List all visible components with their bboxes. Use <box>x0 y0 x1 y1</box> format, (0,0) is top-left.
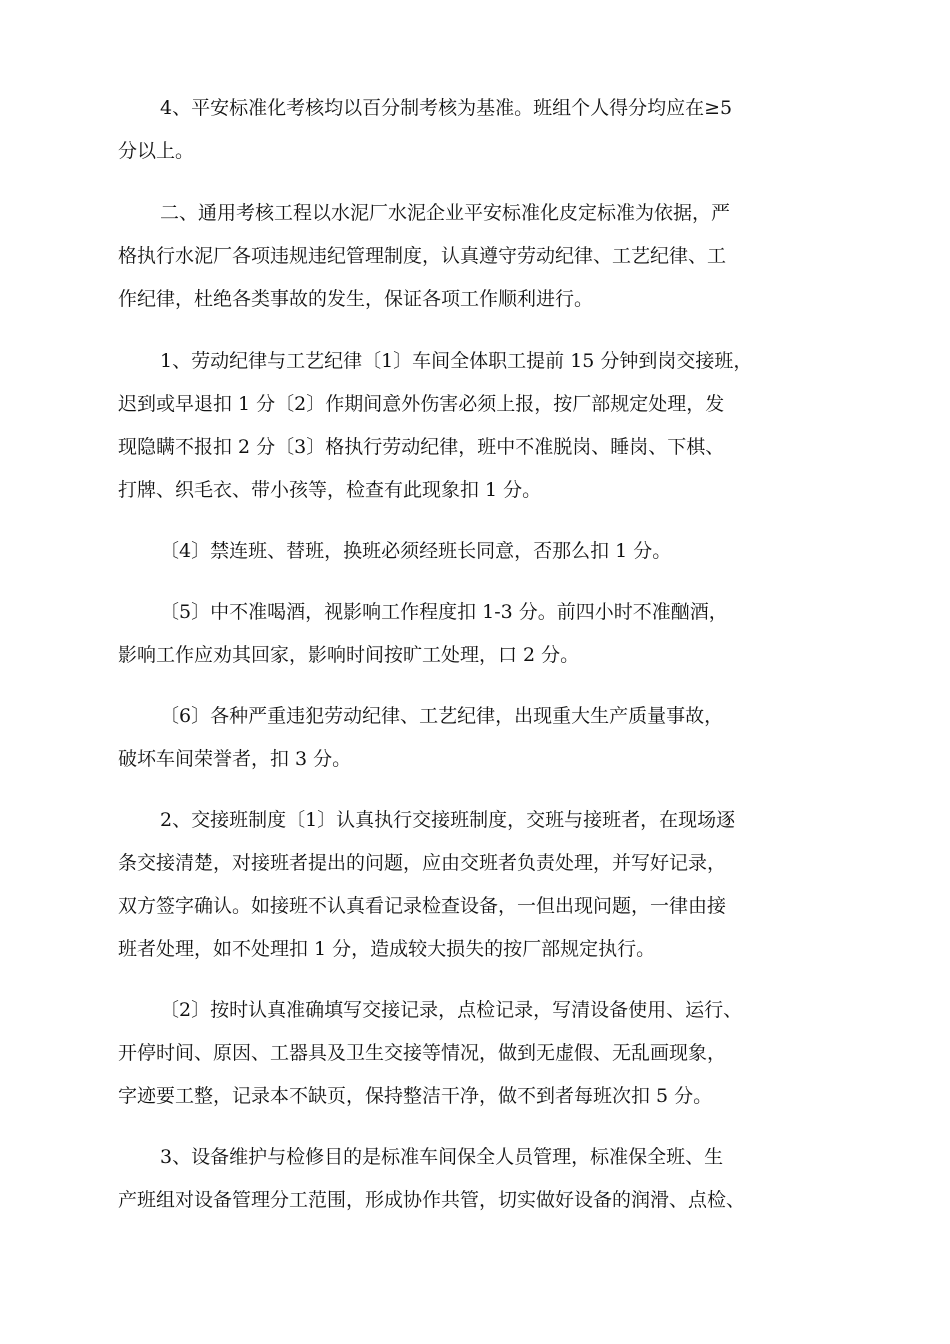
text-line: 条交接清楚，对接班者提出的问题，应由交班者负责处理，并写好记录， <box>118 852 727 874</box>
text-line: 格执行水泥厂各项违规违纪管理制度，认真遵守劳动纪律、工艺纪律、工 <box>118 245 727 267</box>
text-line: 〔2〕按时认真准确填写交接记录，点检记录，写清设备使用、运行、 <box>160 999 743 1021</box>
paragraph-7 <box>118 799 858 971</box>
text-line: 1、劳动纪律与工艺纪律〔1〕车间全体职工提前 15 分钟到岗交接班， <box>160 350 753 372</box>
paragraph-6 <box>118 695 858 781</box>
text-line: 分以上。 <box>118 140 195 162</box>
text-line: 〔6〕各种严重违犯劳动纪律、工艺纪律，出现重大生产质量事故， <box>160 705 724 727</box>
text-line: 影响工作应劝其回家，影响时间按旷工处理，口 2 分。 <box>118 644 580 666</box>
paragraph-8 <box>118 989 858 1118</box>
text-line: 开停时间、原因、工器具及卫生交接等情况，做到无虚假、无乱画现象， <box>118 1042 727 1064</box>
text-line: 打牌、织毛衣、带小孩等，检查有此现象扣 1 分。 <box>118 479 542 501</box>
text-line: 字迹要工整，记录本不缺页，保持整洁干净，做不到者每班次扣 5 分。 <box>118 1085 713 1107</box>
paragraph-4 <box>118 530 858 573</box>
text-line: 〔4〕禁连班、替班，换班必须经班长同意，否那么扣 1 分。 <box>160 540 672 562</box>
text-line: 3、设备维护与检修目的是标准车间保全人员管理，标准保全班、生 <box>160 1146 724 1168</box>
paragraph-3 <box>118 340 858 512</box>
text-line: 产班组对设备管理分工范围，形成协作共管，切实做好设备的润滑、点检、 <box>118 1189 746 1211</box>
paragraph-9 <box>118 1136 858 1222</box>
text-line: 迟到或早退扣 1 分〔2〕作期间意外伤害必须上报，按厂部规定处理，发 <box>118 393 725 415</box>
text-line: 4、平安标准化考核均以百分制考核为基准。班组个人得分均应在≥5 <box>160 97 733 119</box>
text-line: 现隐瞒不报扣 2 分〔3〕格执行劳动纪律，班中不准脱岗、睡岗、下棋、 <box>118 436 725 458</box>
text-line: 2、交接班制度〔1〕认真执行交接班制度，交班与接班者，在现场逐 <box>160 809 736 831</box>
paragraph-5 <box>118 591 858 677</box>
text-line: 作纪律，杜绝各类事故的发生，保证各项工作顺利进行。 <box>118 288 594 310</box>
text-line: 二、通用考核工程以水泥厂水泥企业平安标准化皮定标准为依据，严 <box>160 202 731 224</box>
text-line: 破坏车间荣誉者，扣 3 分。 <box>118 748 352 770</box>
paragraph-1 <box>118 87 858 173</box>
text-line: 班者处理，如不处理扣 1 分，造成较大损失的按厂部规定执行。 <box>118 938 656 960</box>
paragraph-2 <box>118 192 858 321</box>
text-line: 双方签字确认。如接班不认真看记录检查设备，一但出现问题，一律由接 <box>118 895 727 917</box>
text-line: 〔5〕中不准喝酒，视影响工作程度扣 1-3 分。前四小时不准酗酒， <box>160 601 728 623</box>
